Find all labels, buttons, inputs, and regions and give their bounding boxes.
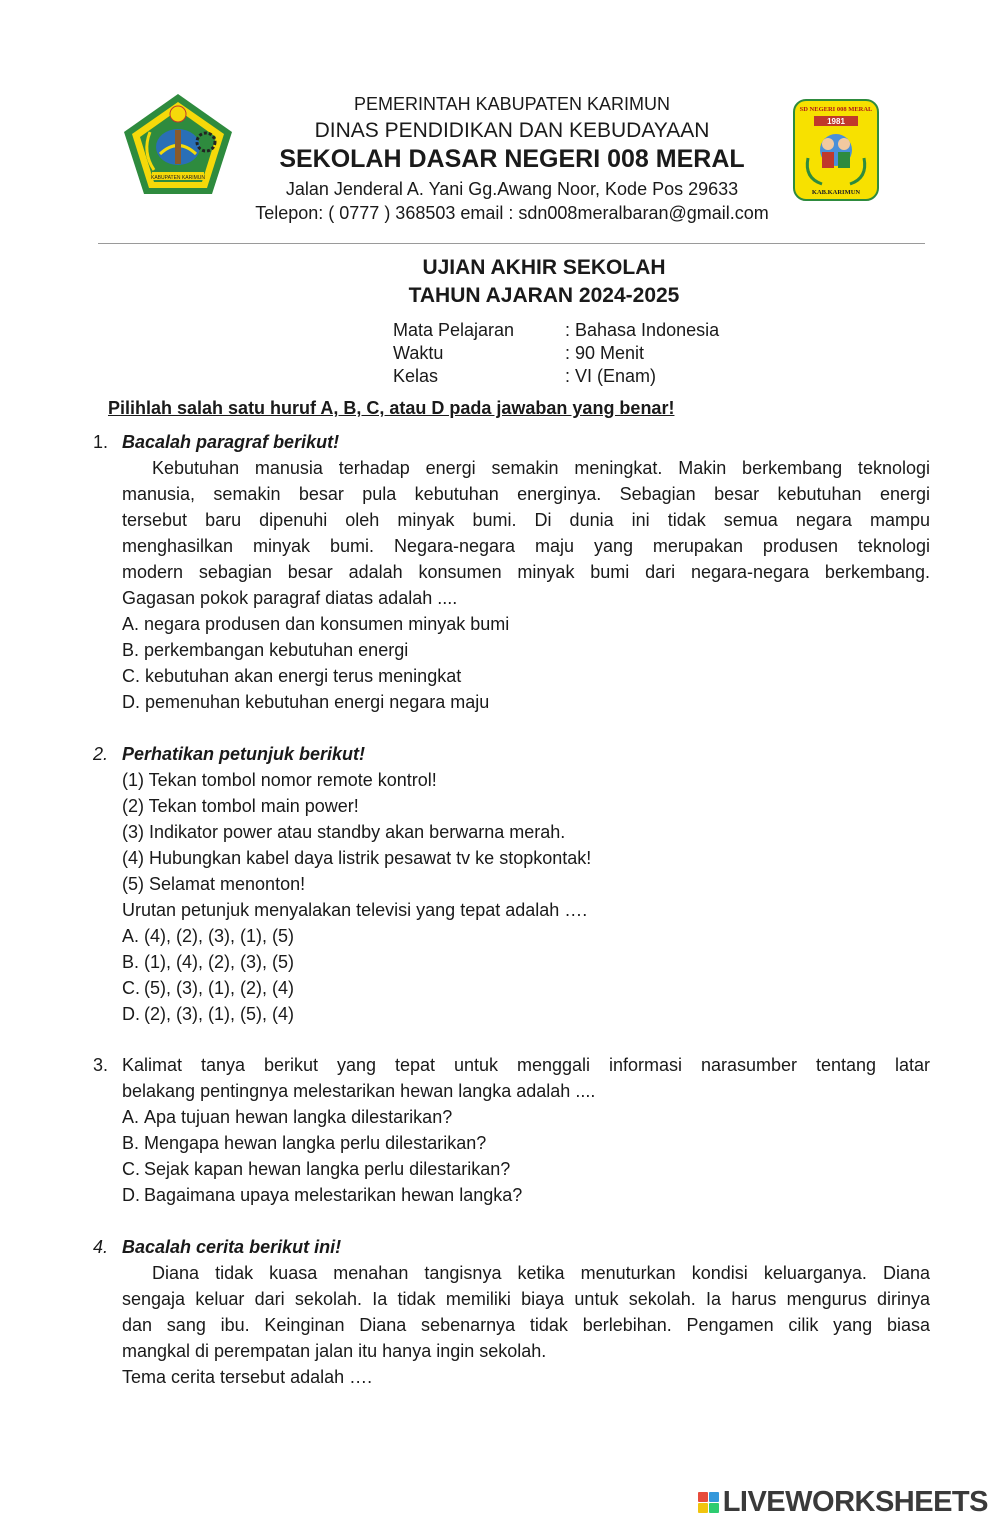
liveworksheets-icon: [698, 1492, 719, 1513]
passage-line: mangkal di perempatan jalan itu hanya ingin sekolah.: [122, 1341, 547, 1361]
passage-line: modern sebagian besar adalah konsumen minyak bumi dari negara-negara berkembang.: [122, 562, 930, 582]
option-letter: D.: [122, 1004, 140, 1024]
header-address: Jalan Jenderal A. Yani Gg.Awang Noor, Kode Pos 29633: [285, 179, 739, 199]
answer-option[interactable]: A. negara produsen dan konsumen minyak bumi: [122, 614, 510, 634]
passage-line: menghasilkan minyak bumi. Negara-negara maju yang merupakan produsen teknologi: [122, 536, 930, 556]
info-value: : Bahasa Indonesia: [565, 320, 720, 340]
info-value: : VI (Enam): [565, 366, 657, 386]
question-prompt: Gagasan pokok paragraf diatas adalah ....: [122, 588, 458, 608]
option-text: Bagaimana upaya melestarikan hewan langka?: [144, 1185, 523, 1205]
option-text: Sejak kapan hewan langka perlu dilestarikan?: [144, 1159, 511, 1179]
answer-option[interactable]: [122, 1107, 452, 1128]
info-subject: [393, 319, 793, 342]
answer-option[interactable]: D. pemenuhan kebutuhan energi negara maju: [122, 692, 490, 712]
option-letter: A.: [122, 1107, 140, 1127]
answer-option[interactable]: [122, 1133, 486, 1154]
exam-year: TAHUN AJARAN 2024-2025: [408, 284, 680, 307]
info-time: [393, 342, 793, 365]
exam-title: UJIAN AKHIR SEKOLAH: [422, 256, 666, 279]
answer-option[interactable]: C. kebutuhan akan energi terus meningkat: [122, 666, 462, 686]
question-prompt: Urutan petunjuk menyalakan televisi yang tepat adalah ….: [122, 900, 588, 920]
step-line: (3) Indikator power atau standby akan berwarna merah.: [122, 822, 566, 842]
option-text: (2), (3), (1), (5), (4): [144, 1004, 295, 1024]
question-number: 2.: [93, 744, 109, 764]
option-text: Mengapa hewan langka perlu dilestarikan?: [144, 1133, 487, 1153]
watermark-text: LIVEWORKSHEETS: [722, 1486, 988, 1518]
header-department: DINAS PENDIDIKAN DAN KEBUDAYAAN: [314, 119, 710, 142]
option-letter: A.: [122, 926, 140, 946]
info-label: Mata Pelajaran: [393, 320, 515, 340]
passage-line: manusia, semakin besar pula kebutuhan energinya. Sebagian besar kebutuhan energi: [122, 484, 930, 504]
answer-option[interactable]: [122, 952, 294, 973]
option-text: (1), (4), (2), (3), (5): [144, 952, 295, 972]
step-line: (2) Tekan tombol main power!: [122, 796, 359, 816]
option-letter: C.: [122, 1159, 140, 1179]
question-text-line: Kalimat tanya berikut yang tepat untuk menggali informasi narasumber tentang latar: [122, 1055, 930, 1075]
answer-option[interactable]: [122, 926, 294, 947]
answer-option[interactable]: [122, 1004, 294, 1025]
step-line: (5) Selamat menonton!: [122, 874, 306, 894]
question-number: 3.: [93, 1055, 109, 1075]
instruction: Pilihlah salah satu huruf A, B, C, atau D pada jawaban yang benar!: [108, 398, 675, 418]
answer-option[interactable]: B. perkembangan kebutuhan energi: [122, 640, 409, 660]
logo-right-bottom: KAB.KARIMUN: [811, 189, 861, 196]
info-value: : 90 Menit: [565, 343, 645, 363]
passage-line: sengaja keluar dari sekolah. Ia tidak memiliki biaya untuk sekolah. Ia harus mengurus dirinya: [122, 1289, 930, 1309]
info-label: Waktu: [393, 343, 444, 363]
info-label: Kelas: [393, 366, 439, 386]
question-number: 4.: [93, 1237, 109, 1257]
header-school-name: SEKOLAH DASAR NEGERI 008 MERAL: [279, 145, 745, 173]
logo-right-year: 1981: [827, 117, 845, 126]
step-line: (1) Tekan tombol nomor remote kontrol!: [122, 770, 437, 790]
passage-line: Kebutuhan manusia terhadap energi semakin meningkat. Makin berkembang teknologi: [152, 458, 930, 478]
question-text-line: belakang pentingnya melestarikan hewan langka adalah ....: [122, 1081, 596, 1101]
question-prompt: Tema cerita tersebut adalah ….: [122, 1367, 373, 1387]
header-government: PEMERINTAH KABUPATEN KARIMUN: [353, 94, 671, 114]
option-text: (4), (2), (3), (1), (5): [144, 926, 295, 946]
passage-line: tersebut baru dipenuhi oleh minyak bumi. Di dunia ini tidak semua negara mampu: [122, 510, 930, 530]
info-class: [393, 365, 793, 388]
question-heading: Bacalah paragraf berikut!: [122, 432, 340, 452]
option-letter: B.: [122, 1133, 140, 1153]
answer-option[interactable]: [122, 1159, 510, 1180]
question-number: 1.: [93, 432, 109, 452]
question-heading: Bacalah cerita berikut ini!: [122, 1237, 342, 1257]
question-heading: Perhatikan petunjuk berikut!: [122, 744, 366, 764]
logo-right-top: SD NEGERI 008 MERAL: [799, 106, 873, 113]
option-letter: B.: [122, 952, 140, 972]
answer-option[interactable]: [122, 1185, 522, 1206]
option-letter: D.: [122, 1185, 140, 1205]
passage-line: dan sang ibu. Keinginan Diana sebenarnya tidak berlebihan. Pengamen cilik yang biasa: [122, 1315, 930, 1335]
header-divider: [98, 243, 925, 244]
answer-option[interactable]: [122, 978, 294, 999]
passage-line: Diana tidak kuasa menahan tangisnya ketika menuturkan kondisi keluarganya. Diana: [152, 1263, 930, 1283]
logo-left-caption: KABUPATEN KARIMUN: [151, 175, 205, 181]
option-letter: C.: [122, 978, 140, 998]
header-contact: Telepon: ( 0777 ) 368503 email : sdn008meralbaran@gmail.com: [255, 203, 769, 223]
option-text: (5), (3), (1), (2), (4): [144, 978, 295, 998]
liveworksheets-watermark: [698, 1486, 988, 1519]
option-text: Apa tujuan hewan langka dilestarikan?: [144, 1107, 453, 1127]
step-line: (4) Hubungkan kabel daya listrik pesawat tv ke stopkontak!: [122, 848, 592, 868]
